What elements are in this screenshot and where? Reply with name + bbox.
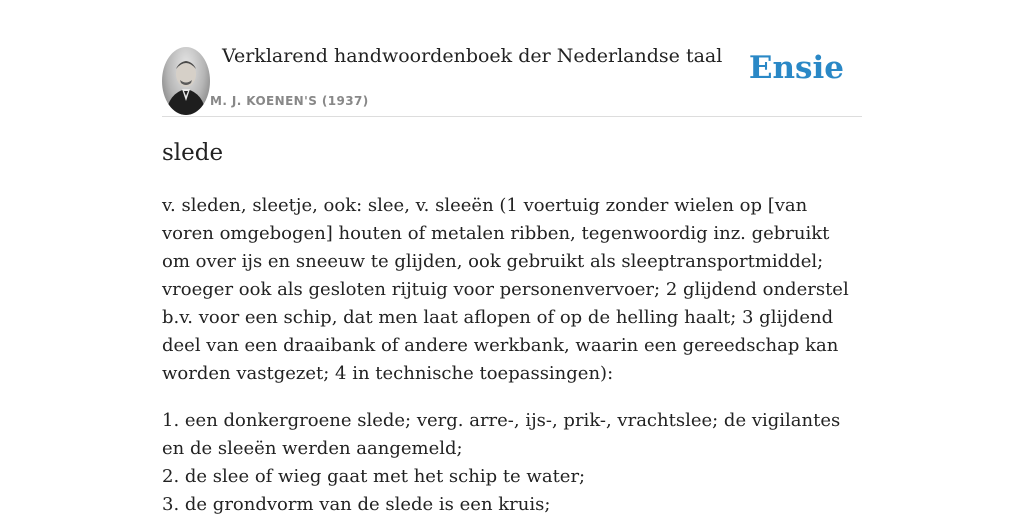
book-title: Verklarend handwoordenboek der Nederlandse taal (222, 45, 723, 67)
author-portrait (162, 47, 210, 115)
author-portrait-image (162, 47, 210, 115)
example-item: 1. een donkergroene slede; verg. arre-, ijs-, prik-, vrachtslee; de vigilantes en de sleeën werden aangemeld; (162, 410, 841, 459)
author-label: M. J. KOENEN'S (1937) (210, 94, 369, 108)
examples-list (162, 407, 862, 519)
example-item: 2. de slee of wieg gaat met het schip te water; (162, 466, 586, 487)
headword: slede (162, 140, 224, 166)
header (162, 0, 862, 117)
page (162, 0, 862, 515)
ensie-logo-link[interactable]: Ensie (748, 50, 844, 86)
example-item: 3. de grondvorm van de slede is een kruis; (162, 494, 551, 515)
definition-text: v. sleden, sleetje, ook: slee, v. sleeën (1 voertuig zonder wielen op [van voren omgebogen] houten of metalen ribben, tegenwoordig inz. gebruikt om over ijs en sneeuw te glijden, ook gebruikt als sleeptransportmiddel; vroeger ook als gesloten rijtuig voor personenvervoer; 2 glijdend onderstel b.v. voor een schip, dat men laat aflopen of op de helling haalt; 3 glijdend deel van een draaibank of andere werkbank, waarin een gereedschap kan worden vastgezet; 4 in technische toepassingen): (162, 195, 849, 384)
